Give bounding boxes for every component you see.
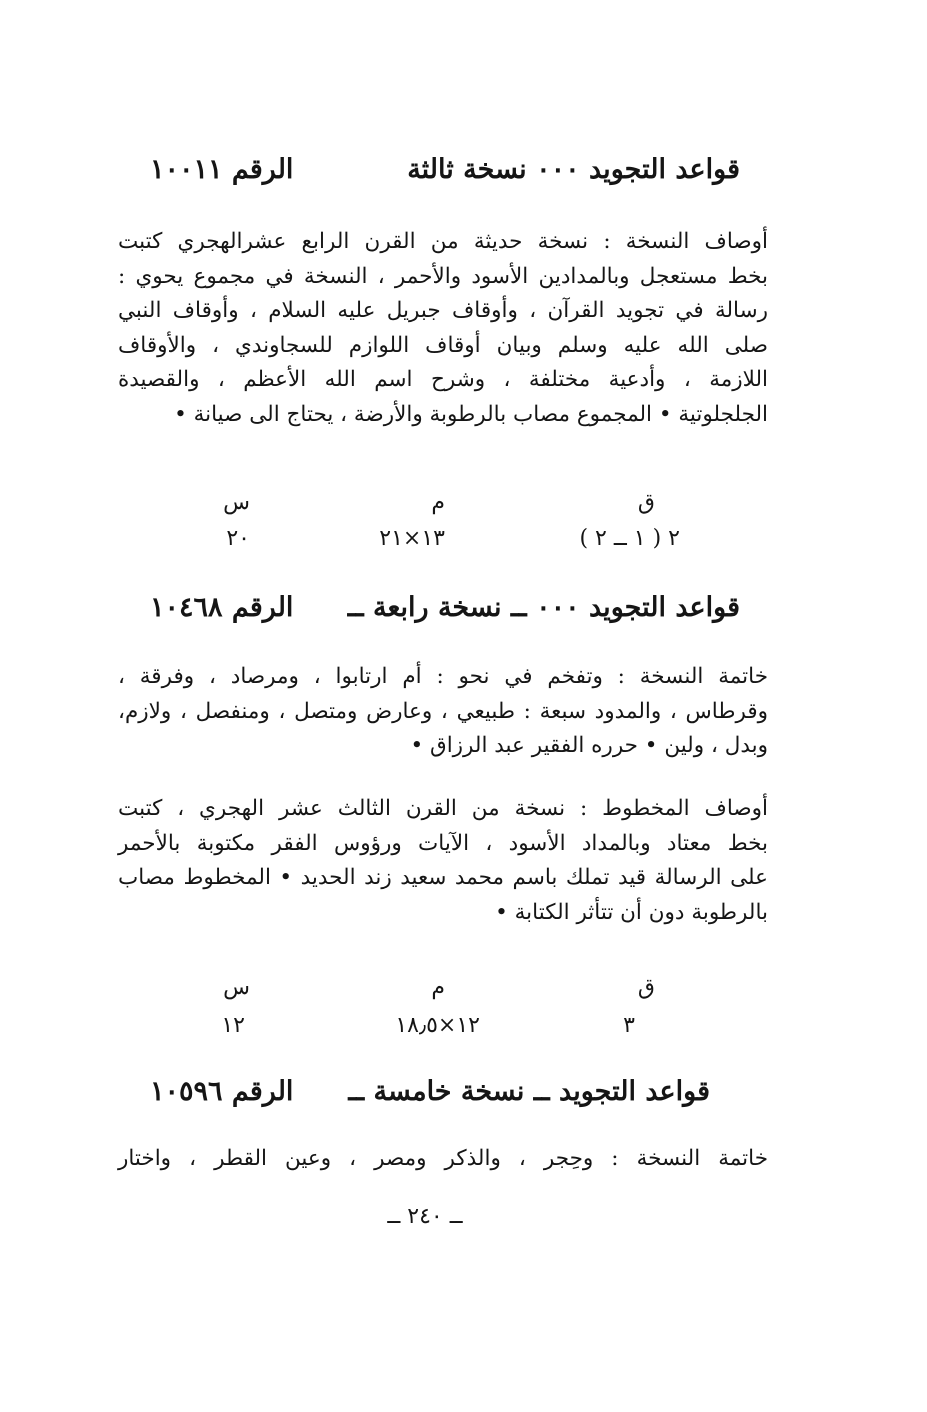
lines-value: ١٢: [221, 1013, 245, 1038]
size-value: ١٣×٢١: [379, 526, 445, 551]
text-line: بخط مستعجل وبالمدادين الأسود والأحمر ، النسخة في مجموع يحوي :: [118, 263, 768, 289]
size-label: م: [431, 490, 445, 515]
heading-number: الرقم ١٠٠١١: [150, 154, 294, 185]
text-line: بخط معتاد وبالمداد الأسود ، الآيات ورؤوس الفقر مكتوبة بالأحمر: [118, 830, 768, 856]
heading-title: قواعد التجويد ٠٠٠ نسخة ثالثة: [407, 154, 740, 185]
leaves-label: ق: [637, 490, 655, 515]
section-heading: [150, 588, 740, 628]
size-label: م: [431, 975, 445, 1000]
lines-label: س: [223, 490, 250, 515]
lines-value: ٢٠: [226, 526, 250, 551]
leaves-label: ق: [637, 975, 655, 1000]
colophon-paragraph: [118, 660, 768, 764]
text-line: خاتمة النسخة : وتفخم في نحو : أم ارتابوا ، ومرصاد ، وفرقة ،: [118, 664, 768, 689]
lines-label: س: [223, 975, 250, 1000]
text-line: وبدل ، ولين • حرره الفقير عبد الرزاق •: [410, 733, 768, 758]
text-line: رسالة في تجويد القرآن ، وأوقاف جبريل عليه السلام ، وأوقاف النبي: [118, 298, 768, 323]
heading-title: قواعد التجويد ٠٠٠ ــ نسخة رابعة ــ: [347, 592, 740, 623]
text-line: على الرسالة قيد تملك باسم محمد سعيد زند الحديد • المخطوط مصاب: [118, 865, 768, 890]
leaves-value: ٢ ( ١ ــ ٢ ): [579, 526, 680, 551]
section-heading: [150, 1072, 740, 1112]
size-value: ١٢×١٨٫٥: [395, 1013, 480, 1038]
text-line: خاتمة النسخة : وحِجر ، والذكر ومصر ، وعين القطر ، واختار: [118, 1146, 768, 1171]
text-line: بالرطوبة دون أن تتأثر الكتابة •: [495, 899, 768, 925]
text-line: وقرطاس ، والمدود سبعة : طبيعي ، وعارض ومتصل ، ومنفصل ، ولازم،: [118, 698, 768, 724]
description-paragraph: [118, 225, 768, 432]
text-line: صلى الله عليه وسلم وبيان أوقاف اللوازم للسجاوندي ، والأوقاف: [118, 332, 768, 358]
heading-title: قواعد التجويد ــ نسخة خامسة ــ: [348, 1076, 710, 1107]
leaves-value: ٣: [623, 1013, 635, 1038]
text-line: أوصاف المخطوط : نسخة من القرن الثالث عشر الهجري ، كتبت: [118, 796, 768, 821]
colophon-paragraph: [118, 1142, 768, 1177]
text-line: اللازمة ، وأدعية مختلفة ، وشرح اسم الله الأعظم ، والقصيدة: [118, 367, 768, 392]
section-heading: [150, 150, 740, 190]
page-number: ــ ٢٤٠ ــ: [387, 1204, 463, 1229]
manuscript-metadata: [200, 490, 680, 560]
heading-number: الرقم ١٠٥٩٦: [150, 1076, 294, 1107]
text-line: أوصاف النسخة : نسخة حديثة من القرن الرابع عشرالهجري كتبت: [118, 229, 768, 254]
manuscript-metadata: [200, 975, 680, 1045]
text-line: الجلجلوتية • المجموع مصاب بالرطوبة والأرضة ، يحتاج الى صيانة •: [174, 401, 768, 427]
heading-number: الرقم ١٠٤٦٨: [150, 592, 294, 623]
description-paragraph: [118, 792, 768, 930]
